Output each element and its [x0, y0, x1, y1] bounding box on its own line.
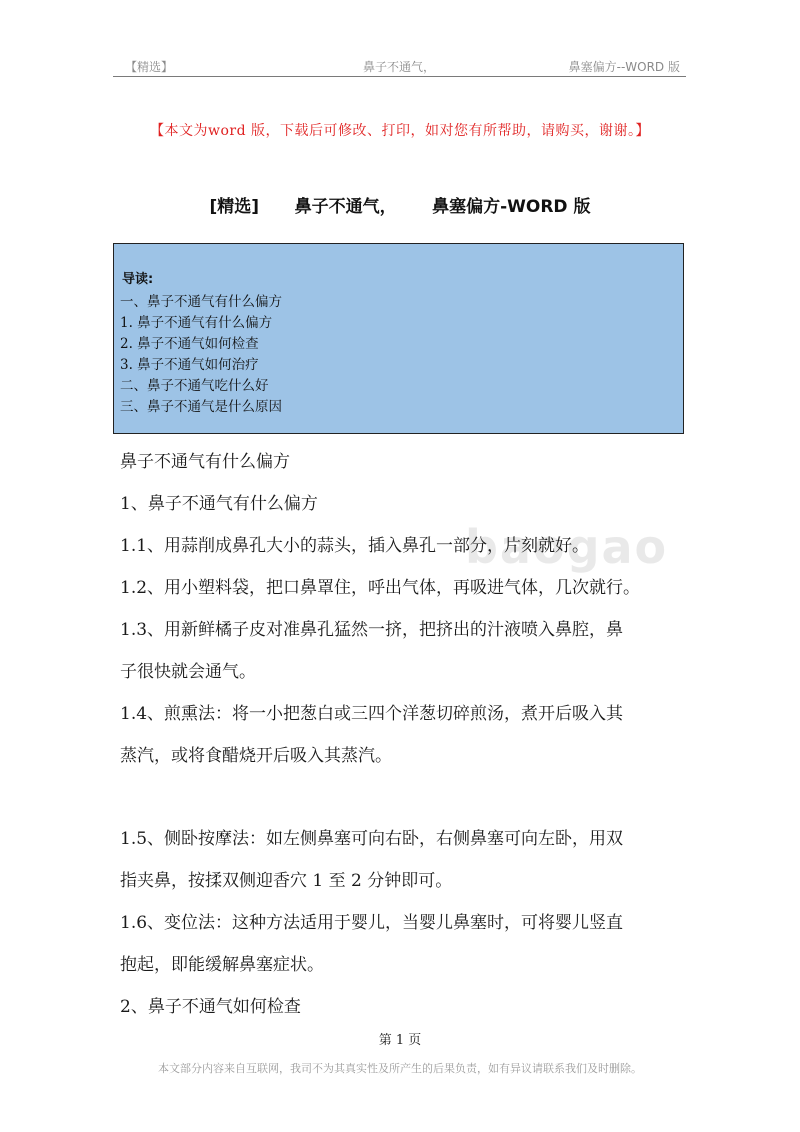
- toc-item[interactable]: 2. 鼻子不通气如何检查: [120, 336, 259, 352]
- toc-item[interactable]: 3. 鼻子不通气如何治疗: [120, 357, 259, 373]
- purchase-notice: 【本文为word 版，下载后可修改、打印，如对您有所帮助，请购买，谢谢。】: [149, 123, 650, 139]
- body-paragraph: 蒸汽，或将食醋烧开后吸入其蒸汽。: [120, 746, 392, 766]
- subsection-heading: 1、鼻子不通气有什么偏方: [120, 494, 318, 514]
- body-paragraph: 1.5、侧卧按摩法：如左侧鼻塞可向右卧，右侧鼻塞可向左卧，用双: [120, 829, 624, 849]
- toc-item[interactable]: 一、鼻子不通气有什么偏方: [120, 294, 282, 310]
- body-paragraph: 1.1、用蒜削成鼻孔大小的蒜头，插入鼻孔一部分，片刻就好。: [120, 536, 590, 556]
- body-paragraph: 1.4、煎熏法：将一小把葱白或三四个洋葱切碎煎汤，煮开后吸入其: [120, 704, 624, 724]
- toc-item[interactable]: 三、鼻子不通气是什么原因: [120, 399, 282, 415]
- section-heading: 鼻子不通气有什么偏方: [120, 452, 290, 472]
- footer-disclaimer: 本文部分内容来自互联网，我司不为其真实性及所产生的后果负责，如有异议请联系我们及时删除。: [158, 1062, 642, 1075]
- header-center-text: 鼻子不通气，: [363, 60, 436, 74]
- body-paragraph: 指夹鼻，按揉双侧迎香穴 1 至 2 分钟即可。: [120, 871, 453, 891]
- toc-item[interactable]: 二、鼻子不通气吃什么好: [120, 378, 269, 394]
- body-paragraph: 子很快就会通气。: [120, 662, 256, 682]
- header-left-text: 【精选】: [125, 60, 174, 74]
- page-header: [113, 56, 686, 77]
- document-title: [精选] 鼻子不通气， 鼻塞偏方-WORD 版: [209, 197, 591, 217]
- body-paragraph: 1.3、用新鲜橘子皮对准鼻孔猛然一挤，把挤出的汁液喷入鼻腔，鼻: [120, 620, 624, 640]
- toc-heading: 导读:: [122, 272, 154, 287]
- body-paragraph: 抱起，即能缓解鼻塞症状。: [120, 955, 324, 975]
- subsection-heading: 2、鼻子不通气如何检查: [120, 997, 301, 1017]
- body-paragraph: 1.2、用小塑料袋，把口鼻罩住，呼出气体，再吸进气体，几次就行。: [120, 578, 641, 598]
- toc-box: [113, 243, 684, 434]
- body-paragraph: 1.6、变位法：这种方法适用于婴儿，当婴儿鼻塞时，可将婴儿竖直: [120, 913, 624, 933]
- toc-item[interactable]: 1. 鼻子不通气有什么偏方: [120, 315, 273, 331]
- header-right-text: 鼻塞偏方--WORD 版: [568, 60, 680, 74]
- watermark-logo: baogao: [465, 520, 669, 574]
- page-number: 第 1 页: [378, 1033, 422, 1048]
